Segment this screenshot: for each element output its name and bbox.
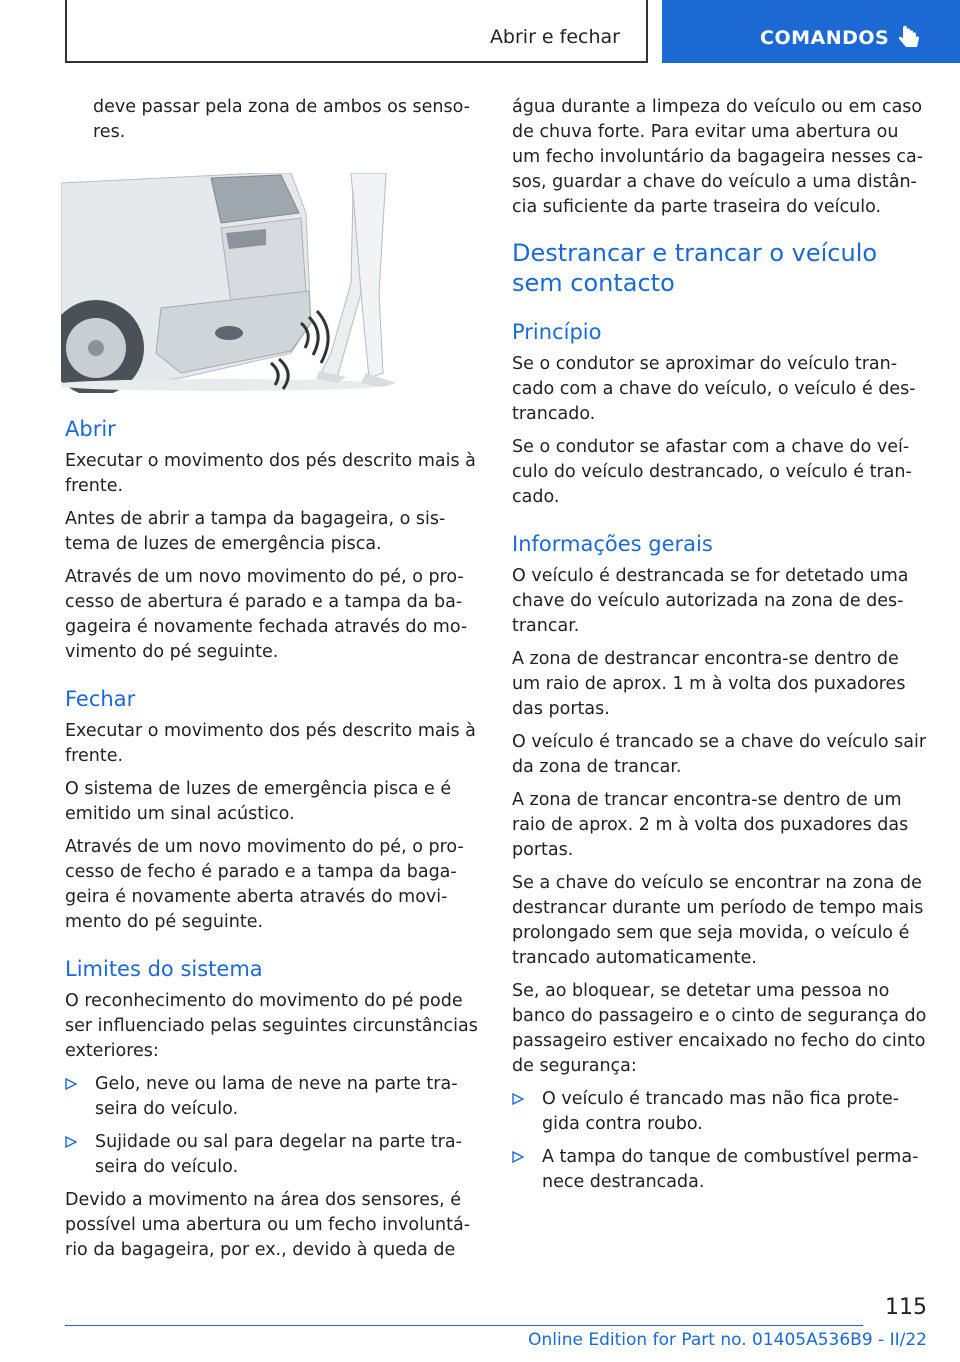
limites-paragraph-1: O reconhecimento do movimento do pé pode ser influenciado pelas seguintes circunstâncias exteriores: (65, 991, 478, 1061)
principio-paragraph-1: Se o condutor se aproximar do veículo tran-cado com a chave do veículo, o veículo é des-trancado. (512, 354, 916, 424)
list-item (512, 1145, 928, 1195)
list-item-text: A tampa do tanque de combustível perma-nece destrancada. (542, 1147, 919, 1192)
triangle-bullet-icon (65, 1078, 77, 1090)
info-paragraph-4: A zona de trancar encontra-se dentro de um raio de aprox. 2 m à volta dos puxadores das portas. (512, 790, 909, 860)
section-title: Abrir e fechar (489, 26, 620, 48)
info-paragraph-1: O veículo é destrancada se for detetado uma chave do veículo autorizada na zona de des-trancar. (512, 566, 909, 636)
fechar-paragraph-1: Executar o movimento dos pés descrito mais à frente. (65, 721, 476, 766)
right-column (512, 95, 928, 1203)
info-paragraph-3: O veículo é trancado se a chave do veículo sair da zona de trancar. (512, 732, 927, 777)
list-item (65, 1072, 480, 1122)
footer-edition: Online Edition for Part no. 01405A536B9 - II/22 (528, 1330, 927, 1350)
heading-principio: Princípio (512, 320, 602, 344)
heading-abrir: Abrir (65, 417, 116, 441)
info-list (512, 1087, 928, 1195)
intro-paragraph: deve passar pela zona de ambos os senso-res. (93, 97, 470, 142)
fechar-paragraph-3: Através de um novo movimento do pé, o pro-cesso de fecho é parado e a tampa da baga-geira é novamente aberta através do movi-mento do pé seguinte. (65, 837, 464, 932)
left-column (65, 95, 480, 1271)
info-paragraph-6: Se, ao bloquear, se detetar uma pessoa no banco do passageiro e o cinto de segurança do passageiro estiver encaixado no fecho do cinto de segurança: (512, 981, 927, 1076)
hand-pointer-icon (897, 24, 923, 50)
list-item (512, 1087, 928, 1137)
limites-list (65, 1072, 480, 1180)
triangle-bullet-icon (512, 1093, 524, 1105)
vehicle-tailgate-foot-sensor-illustration (61, 173, 397, 393)
list-item-text: O veículo é trancado mas não fica prote-gida contra roubo. (542, 1089, 900, 1134)
list-item (65, 1130, 480, 1180)
fechar-paragraph-2: O sistema de luzes de emergência pisca e é emitido um sinal acústico. (65, 779, 452, 824)
chapter-title: COMANDOS (760, 27, 890, 49)
list-item-text: Gelo, neve ou lama de neve na parte tra-seira do veículo. (95, 1074, 458, 1119)
info-paragraph-5: Se a chave do veículo se encontrar na zona de destrancar durante um período de tempo mais prolongado sem que seja movida, o veículo é trancado automaticamente. (512, 873, 924, 968)
triangle-bullet-icon (65, 1136, 77, 1148)
heading-fechar: Fechar (65, 687, 136, 711)
heading-limites: Limites do sistema (65, 957, 263, 981)
header-section-box (65, 0, 648, 63)
list-item-text: Sujidade ou sal para degelar na parte tra-seira do veículo. (95, 1132, 462, 1177)
footer-divider (65, 1325, 863, 1326)
page-number: 115 (885, 1295, 927, 1320)
abrir-paragraph-1: Executar o movimento dos pés descrito mais à frente. (65, 451, 476, 496)
heading-destrancar-trancar: Destrancar e trancar o veículo sem contacto (512, 239, 878, 297)
chapter-tab (662, 0, 960, 63)
abrir-paragraph-2: Antes de abrir a tampa da bagageira, o sis-tema de luzes de emergência pisca. (65, 509, 446, 554)
abrir-paragraph-3: Através de um novo movimento do pé, o pro-cesso de abertura é parado e a tampa da ba-gageira é novamente fechada através do mo-vimento do pé seguinte. (65, 567, 468, 662)
limites-paragraph-2: Devido a movimento na área dos sensores, é possível uma abertura ou um fecho involuntá-rio da bagageira, por ex., devido à queda de (65, 1190, 471, 1260)
heading-informacoes-gerais: Informações gerais (512, 532, 713, 556)
continuation-paragraph: água durante a limpeza do veículo ou em caso de chuva forte. Para evitar uma abertura ou um fecho involuntário da bagageira nesses ca-sos, guardar a chave do veículo a uma distân-cia suficiente da parte traseira do veículo. (512, 97, 924, 217)
triangle-bullet-icon (512, 1151, 524, 1163)
principio-paragraph-2: Se o condutor se afastar com a chave do veí-culo do veículo destrancado, o veículo é tran-cado. (512, 437, 912, 507)
info-paragraph-2: A zona de destrancar encontra-se dentro de um raio de aprox. 1 m à volta dos puxadores das portas. (512, 649, 906, 719)
